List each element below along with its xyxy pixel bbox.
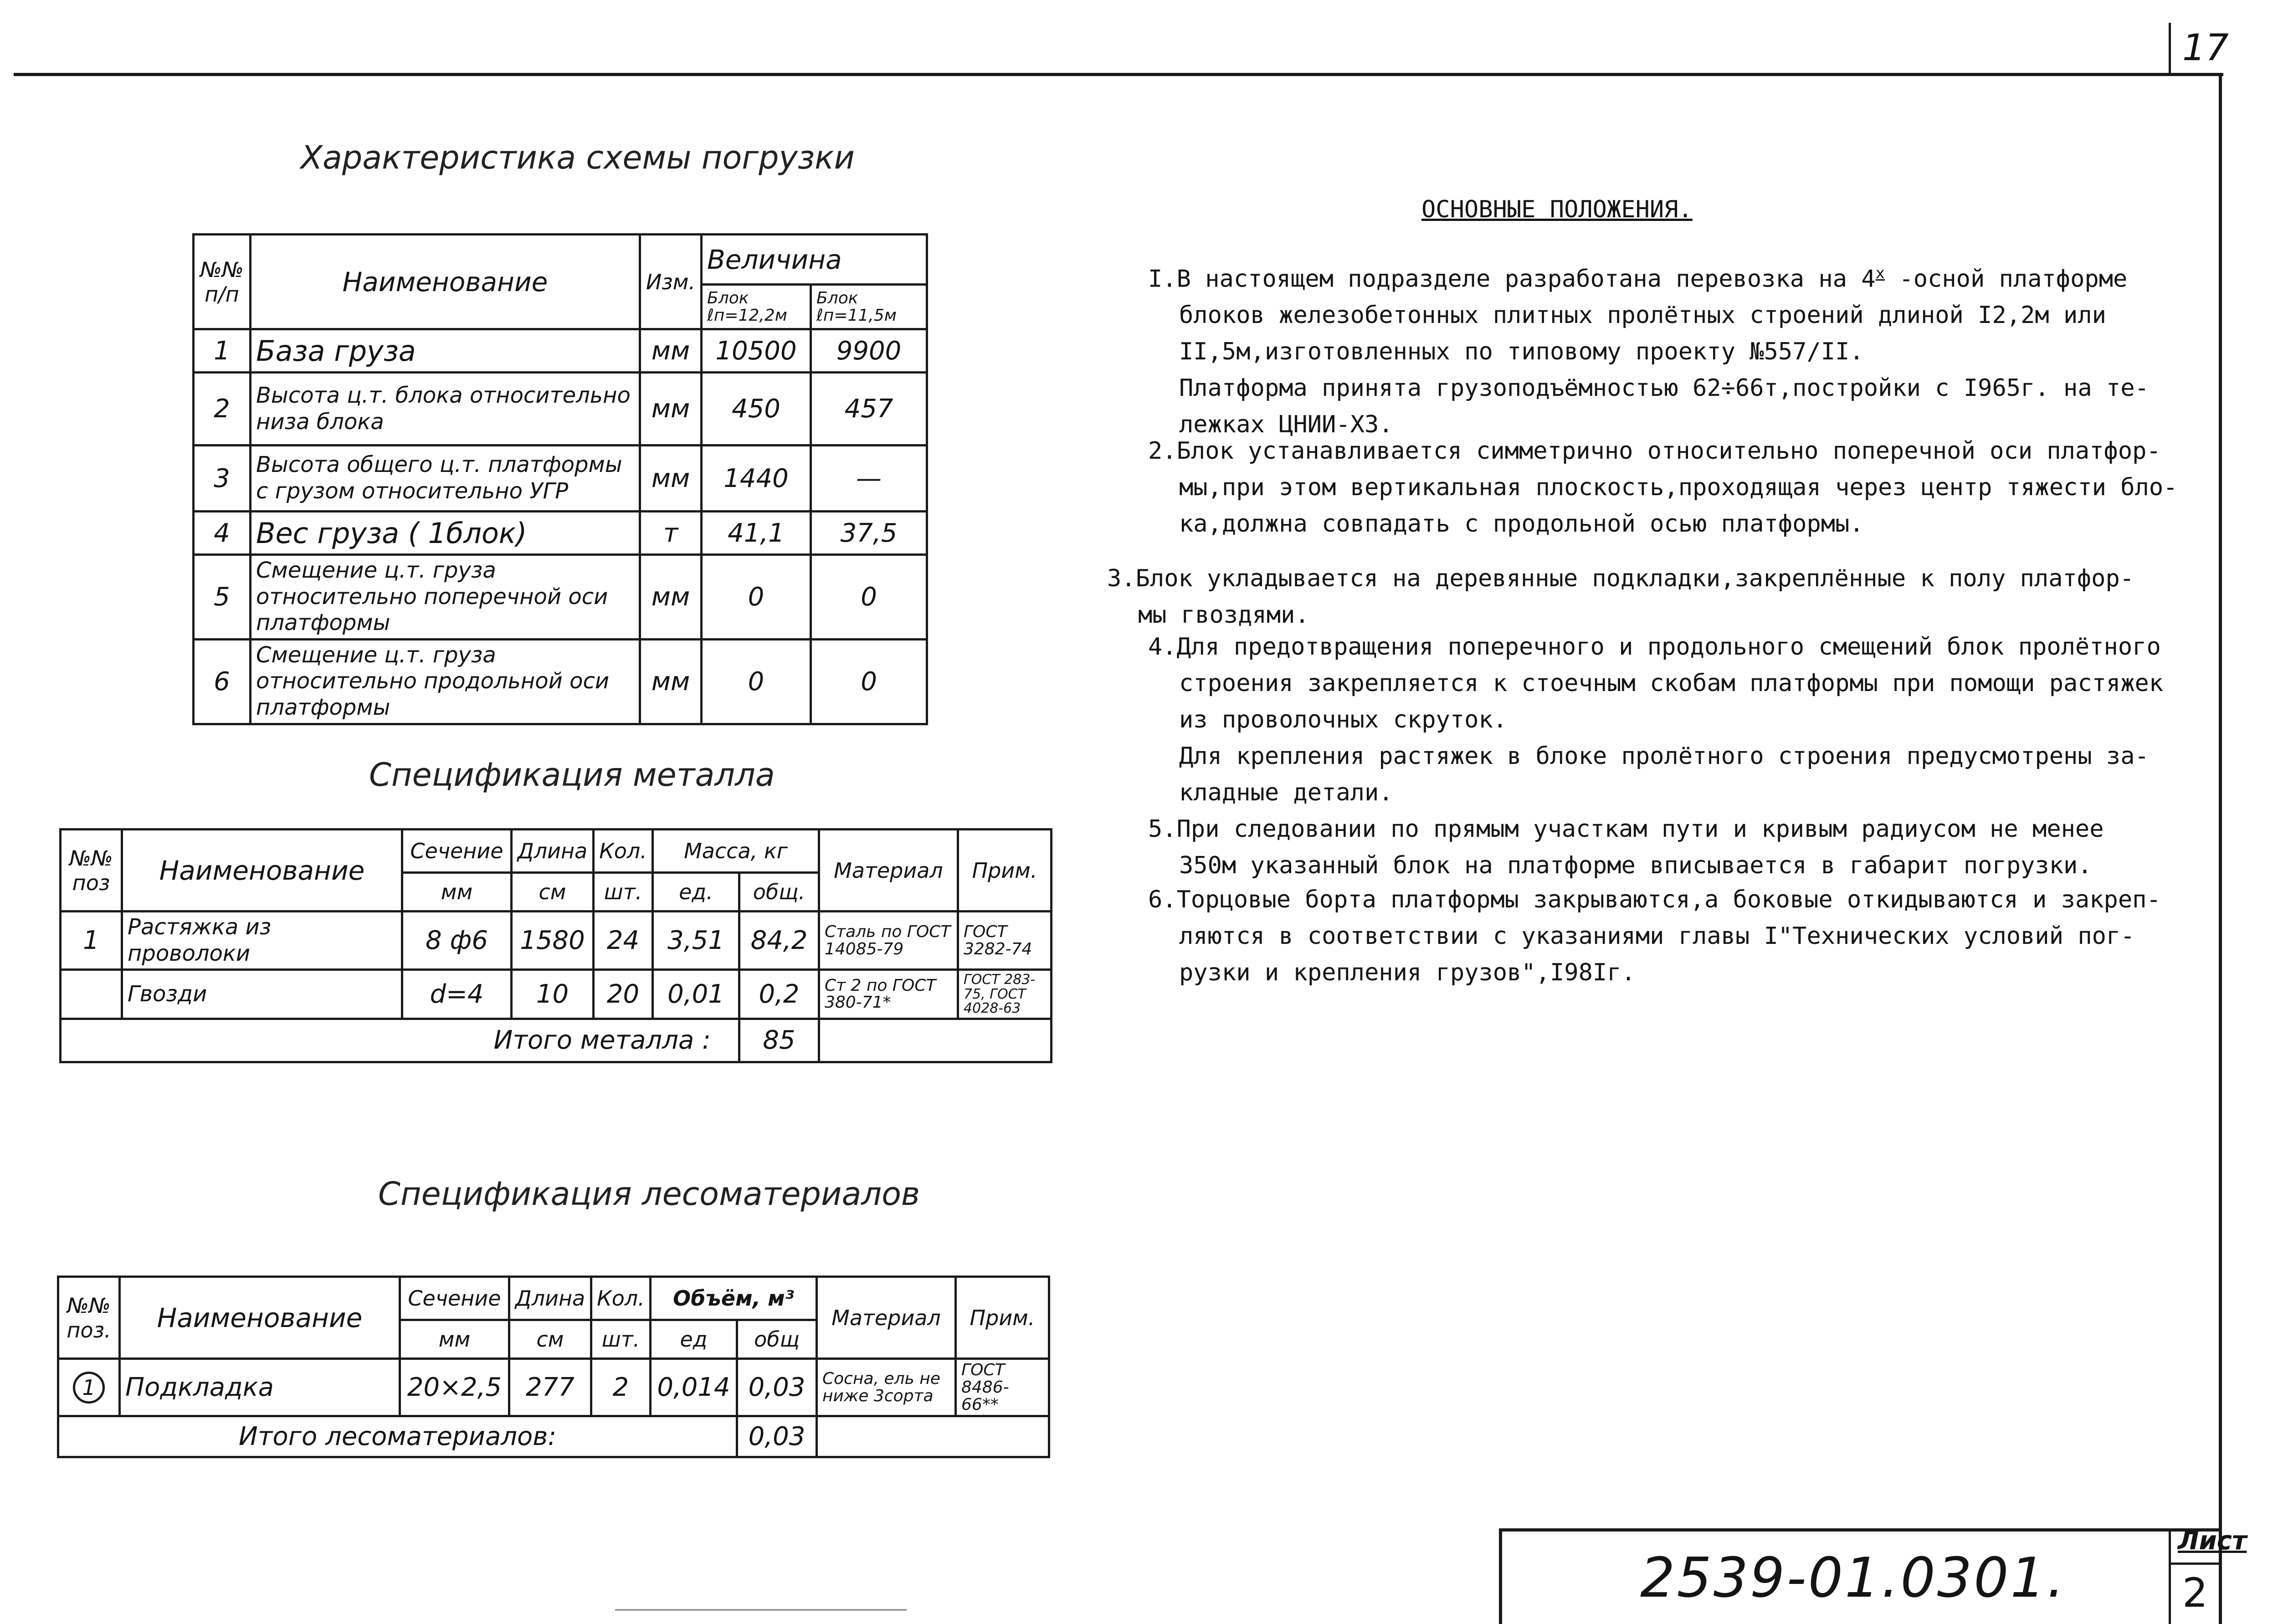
row-length: 277 [509,1359,591,1416]
row-note: ГОСТ 3282-74 [958,912,1052,970]
row-value-2: — [811,446,927,512]
row-value-1: 450 [702,373,811,446]
sheet-label: Лист [2178,1526,2247,1556]
sheet-right-border [2219,73,2222,1624]
row-qty: 24 [594,912,653,970]
header-material: Материал [817,1277,956,1359]
header-volume-unit: ед [651,1320,737,1359]
row-name: Гвозди [122,970,402,1019]
row-value-1: 10500 [702,329,811,373]
header-volume-total: общ [737,1320,817,1359]
paragraph-line: лежках ЦНИИ-Х3. [1179,411,1393,439]
paragraph-line: из проволочных скруток. [1179,706,1508,733]
table-row [194,329,927,373]
row-unit: мм [640,639,702,724]
row-number: 1 [194,329,251,373]
row-number-cell [58,1359,120,1416]
wood-spec-table [57,1276,1050,1458]
paragraph-3 [1107,560,2134,633]
table-total-row [58,1416,1049,1457]
paragraph-line: 5.При следовании по прямым участкам пути и кривым радиусом не менее [1148,815,2104,843]
header-section: Сечение [400,1277,509,1320]
header-section-unit: мм [402,873,512,912]
row-length: 1580 [512,912,594,970]
row-mass-unit: 3,51 [653,912,739,970]
row-mass-total: 0,2 [739,970,819,1019]
header-mass-total: общ. [739,873,819,912]
paragraph-line: мы,при этом вертикальная плоскость,проходящая через центр тяжести бло- [1179,474,2178,501]
row-name: Высота общего ц.т. платформы с грузом относительно УГР [251,446,640,512]
header-num: №№ поз [61,830,122,912]
paragraph-line: рузки и крепления грузов",I98Iг. [1179,959,1636,986]
page-number-cell-border [2169,23,2171,73]
row-section: 20×2,5 [400,1359,509,1416]
axle-superscript: х [1875,264,1885,282]
row-unit: мм [640,446,702,512]
sheet-top-border [14,73,2223,76]
row-material: Сосна, ель не ниже 3сорта [817,1359,956,1416]
paragraph-text: I.В настоящем подразделе разработана перевозка на 4 [1148,265,1876,293]
header-mass: Масса, кг [653,830,819,873]
total-empty [817,1416,1049,1457]
row-name: Смещение ц.т. груза относительно продольной оси платформы [251,639,640,724]
row-number: 4 [194,512,251,555]
row-number: 5 [194,555,251,640]
header-num: №№ поз. [58,1277,120,1359]
row-number: 3 [194,446,251,512]
row-value-2: 0 [811,555,927,640]
row-unit: мм [640,373,702,446]
header-block-11-5: Блок ℓп=11,5м [811,285,927,329]
row-value-2: 37,5 [811,512,927,555]
paragraph-2 [1148,433,2177,542]
header-name: Наименование [120,1277,400,1359]
header-length: Длина [509,1277,591,1320]
row-section: d=4 [402,970,512,1019]
bottom-edge-mark [615,1609,907,1611]
metal-spec-title: Спецификация металла [369,756,775,794]
paragraph-line: Для крепления растяжек в блоке пролётного строения предусмотрены за- [1179,743,2149,770]
paragraph-line: ляются в соответствии с указаниями главы I"Технических условий пог- [1179,922,2135,950]
row-unit: мм [640,555,702,640]
sheet-separator [2169,1563,2221,1565]
row-name: Растяжка из проволоки [122,912,402,970]
paragraph-line: 4.Для предотвращения поперечного и продольного смещений блок пролётного [1148,633,2161,661]
header-volume: Объём, м³ [651,1277,817,1320]
table-row [61,912,1052,970]
header-qty-unit: шт. [591,1320,651,1359]
sheet-column-border [2169,1528,2171,1624]
table-row [194,555,927,640]
row-name: Подкладка [120,1359,400,1416]
paragraph-line: 6.Торцовые борта платформы закрываются,а боковые откидываются и закреп- [1148,886,2161,913]
row-section: 8 ф6 [402,912,512,970]
sheet-number: 2 [2182,1569,2208,1616]
row-volume-unit: 0,014 [651,1359,737,1416]
total-value: 0,03 [737,1416,817,1457]
row-qty: 2 [591,1359,651,1416]
header-note: Прим. [956,1277,1049,1359]
row-name: Вес груза ( 1блок) [251,512,640,555]
document-code: 2539-01.0301. [1640,1547,2067,1610]
row-note: ГОСТ 8486-66** [956,1359,1049,1416]
row-value-2: 457 [811,373,927,446]
row-length: 10 [512,970,594,1019]
paragraph-line: Платформа принята грузоподъёмностью 62÷66т,постройки с I965г. на те- [1179,374,2149,402]
header-unit: Изм. [640,235,702,329]
row-unit: мм [640,329,702,373]
paragraph-line: строения закрепляется к стоечным скобам платформы при помощи растяжек [1179,670,2164,697]
paragraph-line: кладные детали. [1179,779,1393,806]
metal-spec-table [59,828,1052,1063]
row-name: Высота ц.т. блока относительно низа блока [251,373,640,446]
row-mass-unit: 0,01 [653,970,739,1019]
row-note: ГОСТ 283-75, ГОСТ 4028-63 [958,970,1052,1019]
total-value: 85 [739,1019,819,1062]
header-name: Наименование [251,235,640,329]
row-material: Сталь по ГОСТ 14085-79 [819,912,958,970]
paragraph-4 [1148,629,2163,811]
page-number: 17 [2182,26,2229,69]
total-empty [819,1019,1052,1062]
paragraph-line: 2.Блок устанавливается симметрично относительно поперечной оси платфор- [1148,437,2161,465]
load-scheme-title: Характеристика схемы погрузки [301,139,855,176]
row-material: Ст 2 по ГОСТ 380-71* [819,970,958,1019]
paragraph-line [1148,255,2149,297]
paragraph-line: мы гвоздями. [1138,601,1309,629]
header-name: Наименование [122,830,402,912]
header-qty: Кол. [594,830,653,873]
row-value-1: 41,1 [702,512,811,555]
main-heading: ОСНОВНЫЕ ПОЛОЖЕНИЯ. [1421,196,1693,223]
row-mass-total: 84,2 [739,912,819,970]
table-row [194,639,927,724]
paragraph-line: 3.Блок укладывается на деревянные подкладки,закреплённые к полу платфор- [1107,565,2134,592]
row-number: 2 [194,373,251,446]
row-number: 6 [194,639,251,724]
row-value-2: 0 [811,639,927,724]
paragraph-1 [1148,255,2149,443]
header-block-12-2: Блок ℓп=12,2м [702,285,811,329]
header-mass-unit: ед. [653,873,739,912]
header-section-unit: мм [400,1320,509,1359]
row-value-1: 0 [702,639,811,724]
paragraph-6 [1148,881,2161,991]
paragraph-line: 350м указанный блок на платформе вписывается в габарит погрузки. [1179,852,2092,879]
header-length-unit: см [512,873,594,912]
paragraph-text: -осной платформе [1899,265,2128,293]
row-number: 1 [73,1372,105,1404]
header-num: №№ п/п [194,235,251,329]
row-value-2: 9900 [811,329,927,373]
row-value-1: 0 [702,555,811,640]
row-unit: т [640,512,702,555]
paragraph-line: ка,должна совпадать с продольной осью платформы. [1179,510,1864,538]
row-qty: 20 [594,970,653,1019]
header-length: Длина [512,830,594,873]
table-row [194,373,927,446]
table-total-row [61,1019,1052,1062]
table-row [194,446,927,512]
row-volume-total: 0,03 [737,1359,817,1416]
table-row [58,1359,1049,1416]
header-material: Материал [819,830,958,912]
row-value-1: 1440 [702,446,811,512]
paragraph-line: II,5м,изготовленных по типовому проекту №557/II. [1179,338,1864,366]
header-section: Сечение [402,830,512,873]
header-length-unit: см [509,1320,591,1359]
header-note: Прим. [958,830,1052,912]
header-qty-unit: шт. [594,873,653,912]
row-number: 1 [61,912,122,970]
paragraph-line: блоков железобетонных плитных пролётных строений длиной I2,2м или [1179,302,2106,329]
load-scheme-table [192,233,928,725]
table-row [194,512,927,555]
row-number [61,970,122,1019]
table-row [61,970,1052,1019]
header-value: Величина [702,235,927,285]
total-label: Итого металла : [61,1019,739,1062]
row-name: База груза [251,329,640,373]
header-qty: Кол. [591,1277,651,1320]
row-name: Смещение ц.т. груза относительно поперечной оси платформы [251,555,640,640]
wood-spec-title: Спецификация лесоматериалов [378,1175,920,1213]
paragraph-5 [1148,811,2104,884]
total-label: Итого лесоматериалов: [58,1416,737,1457]
